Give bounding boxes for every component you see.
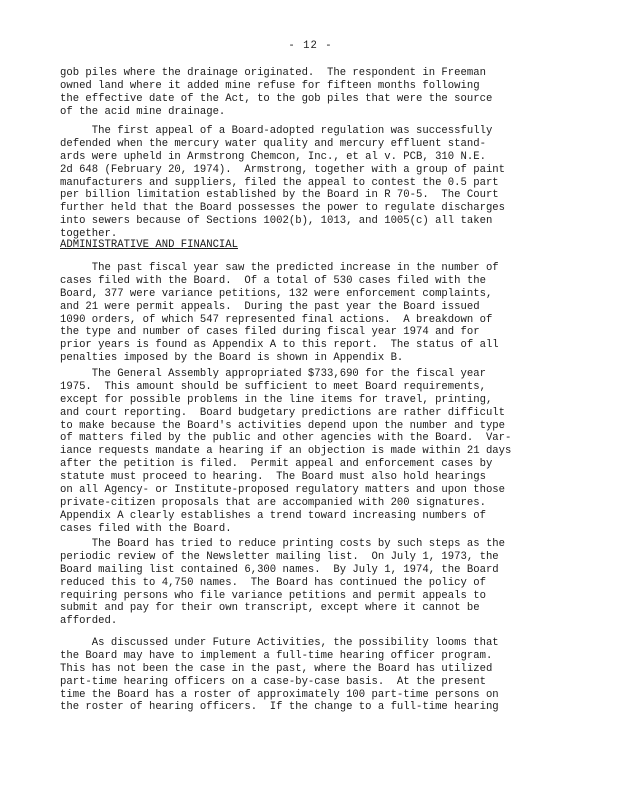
text-line: of the acid mine drainage. bbox=[60, 105, 226, 118]
text-line: of matters filed by the public and other agencies with the Board. Var- bbox=[60, 432, 512, 445]
page-number: - 12 - bbox=[288, 40, 333, 52]
text-line: 1975. This amount should be sufficient to meet Board requirements, bbox=[60, 380, 486, 393]
text-line: reduced this to 4,750 names. The Board has continued the policy of bbox=[60, 576, 486, 589]
text-line: afforded. bbox=[60, 615, 118, 628]
text-line: gob piles where the drainage originated. The respondent in Freeman bbox=[60, 67, 486, 79]
text-line: except for possible problems in the line items for travel, printing, bbox=[60, 393, 493, 406]
section-heading bbox=[60, 239, 580, 252]
text-line: the type and number of cases filed during fiscal year 1974 and for bbox=[60, 326, 480, 339]
text-line: cases filed with the Board. Of a total of 530 cases filed with the bbox=[60, 274, 486, 287]
text-line: further held that the Board possesses the power to regulate discharges bbox=[60, 202, 506, 215]
section-title: ADMINISTRATIVE AND FINANCIAL bbox=[60, 239, 239, 251]
text-line: cases filed with the Board. bbox=[60, 522, 232, 535]
paragraph-caseload bbox=[60, 262, 580, 365]
text-line: The General Assembly appropriated $733,690 for the fiscal year bbox=[60, 368, 486, 380]
text-line: Board, 377 were variance petitions, 132 were enforcement complaints, bbox=[60, 287, 493, 300]
text-line: Appendix A clearly establishes a trend toward increasing numbers of bbox=[60, 509, 486, 522]
text-line: together. bbox=[60, 228, 118, 241]
paragraph-mercury-appeal bbox=[60, 125, 580, 241]
text-line: the roster of hearing officers. If the change to a full-time hearing bbox=[60, 701, 499, 714]
text-line: defended when the mercury water quality and mercury effluent stand- bbox=[60, 137, 486, 150]
text-line: As discussed under Future Activities, the possibility looms that bbox=[60, 637, 499, 649]
text-line: periodic review of the Newsletter mailing list. On July 1, 1973, the bbox=[60, 550, 499, 563]
text-line: time the Board has a roster of approximately 100 part-time persons on bbox=[60, 688, 499, 701]
paragraph-appropriation bbox=[60, 368, 580, 536]
text-line: 2d 648 (February 20, 1974). Armstrong, together with a group of paint bbox=[60, 163, 506, 176]
text-line: the Board may have to implement a full-time hearing officer program. bbox=[60, 649, 493, 662]
text-line: after the petition is filed. Permit appeal and enforcement cases by bbox=[60, 458, 493, 471]
text-line: Board mailing list contained 6,300 names. By July 1, 1974, the Board bbox=[60, 563, 499, 576]
text-line: prior years is found as Appendix A to this report. The status of all bbox=[60, 339, 499, 352]
text-line: into sewers because of Sections 1002(b), 1013, and 1005(c) all taken bbox=[60, 215, 493, 228]
text-line: This has not been the case in the past, where the Board has utilized bbox=[60, 662, 493, 675]
paragraph-freeman-continuation bbox=[60, 67, 580, 119]
text-line: part-time hearing officers on a case-by-case basis. At the present bbox=[60, 675, 486, 688]
text-line: on all Agency- or Institute-proposed regulatory matters and upon those bbox=[60, 484, 506, 497]
text-line: statute must proceed to hearing. The Board must also hold hearings bbox=[60, 471, 486, 484]
text-line: The past fiscal year saw the predicted increase in the number of bbox=[60, 262, 499, 274]
text-line: manufacturers and suppliers, filed the appeal to contest the 0.5 part bbox=[60, 176, 499, 189]
text-line: penalties imposed by the Board is shown in Appendix B. bbox=[60, 352, 404, 365]
paragraph-printing-costs bbox=[60, 538, 580, 628]
text-line: private-citizen proposals that are accompanied with 200 signatures. bbox=[60, 496, 486, 509]
text-line: the effective date of the Act, to the gob piles that were the source bbox=[60, 92, 493, 105]
text-line: to make because the Board's activities depend upon the number and type bbox=[60, 419, 506, 432]
text-line: iance requests mandate a hearing if an objection is made within 21 days bbox=[60, 445, 512, 458]
text-line: submit and pay for their own transcript, except where it cannot be bbox=[60, 602, 480, 615]
text-line: requiring persons who file variance petitions and permit appeals to bbox=[60, 589, 486, 602]
text-line: and 21 were permit appeals. During the past year the Board issued bbox=[60, 300, 480, 313]
text-line: owned land where it added mine refuse for fifteen months following bbox=[60, 79, 480, 92]
text-line: per billion limitation established by the Board in R 70-5. The Court bbox=[60, 189, 499, 202]
text-line: 1090 orders, of which 547 represented final actions. A breakdown of bbox=[60, 313, 493, 326]
text-line: ards were upheld in Armstrong Chemcon, Inc., et al v. PCB, 310 N.E. bbox=[60, 150, 486, 163]
text-line: and court reporting. Board budgetary predictions are rather difficult bbox=[60, 406, 506, 419]
text-line: The Board has tried to reduce printing costs by such steps as the bbox=[60, 538, 506, 550]
paragraph-hearing-officers bbox=[60, 637, 580, 714]
text-line: The first appeal of a Board-adopted regulation was successfully bbox=[60, 125, 493, 137]
